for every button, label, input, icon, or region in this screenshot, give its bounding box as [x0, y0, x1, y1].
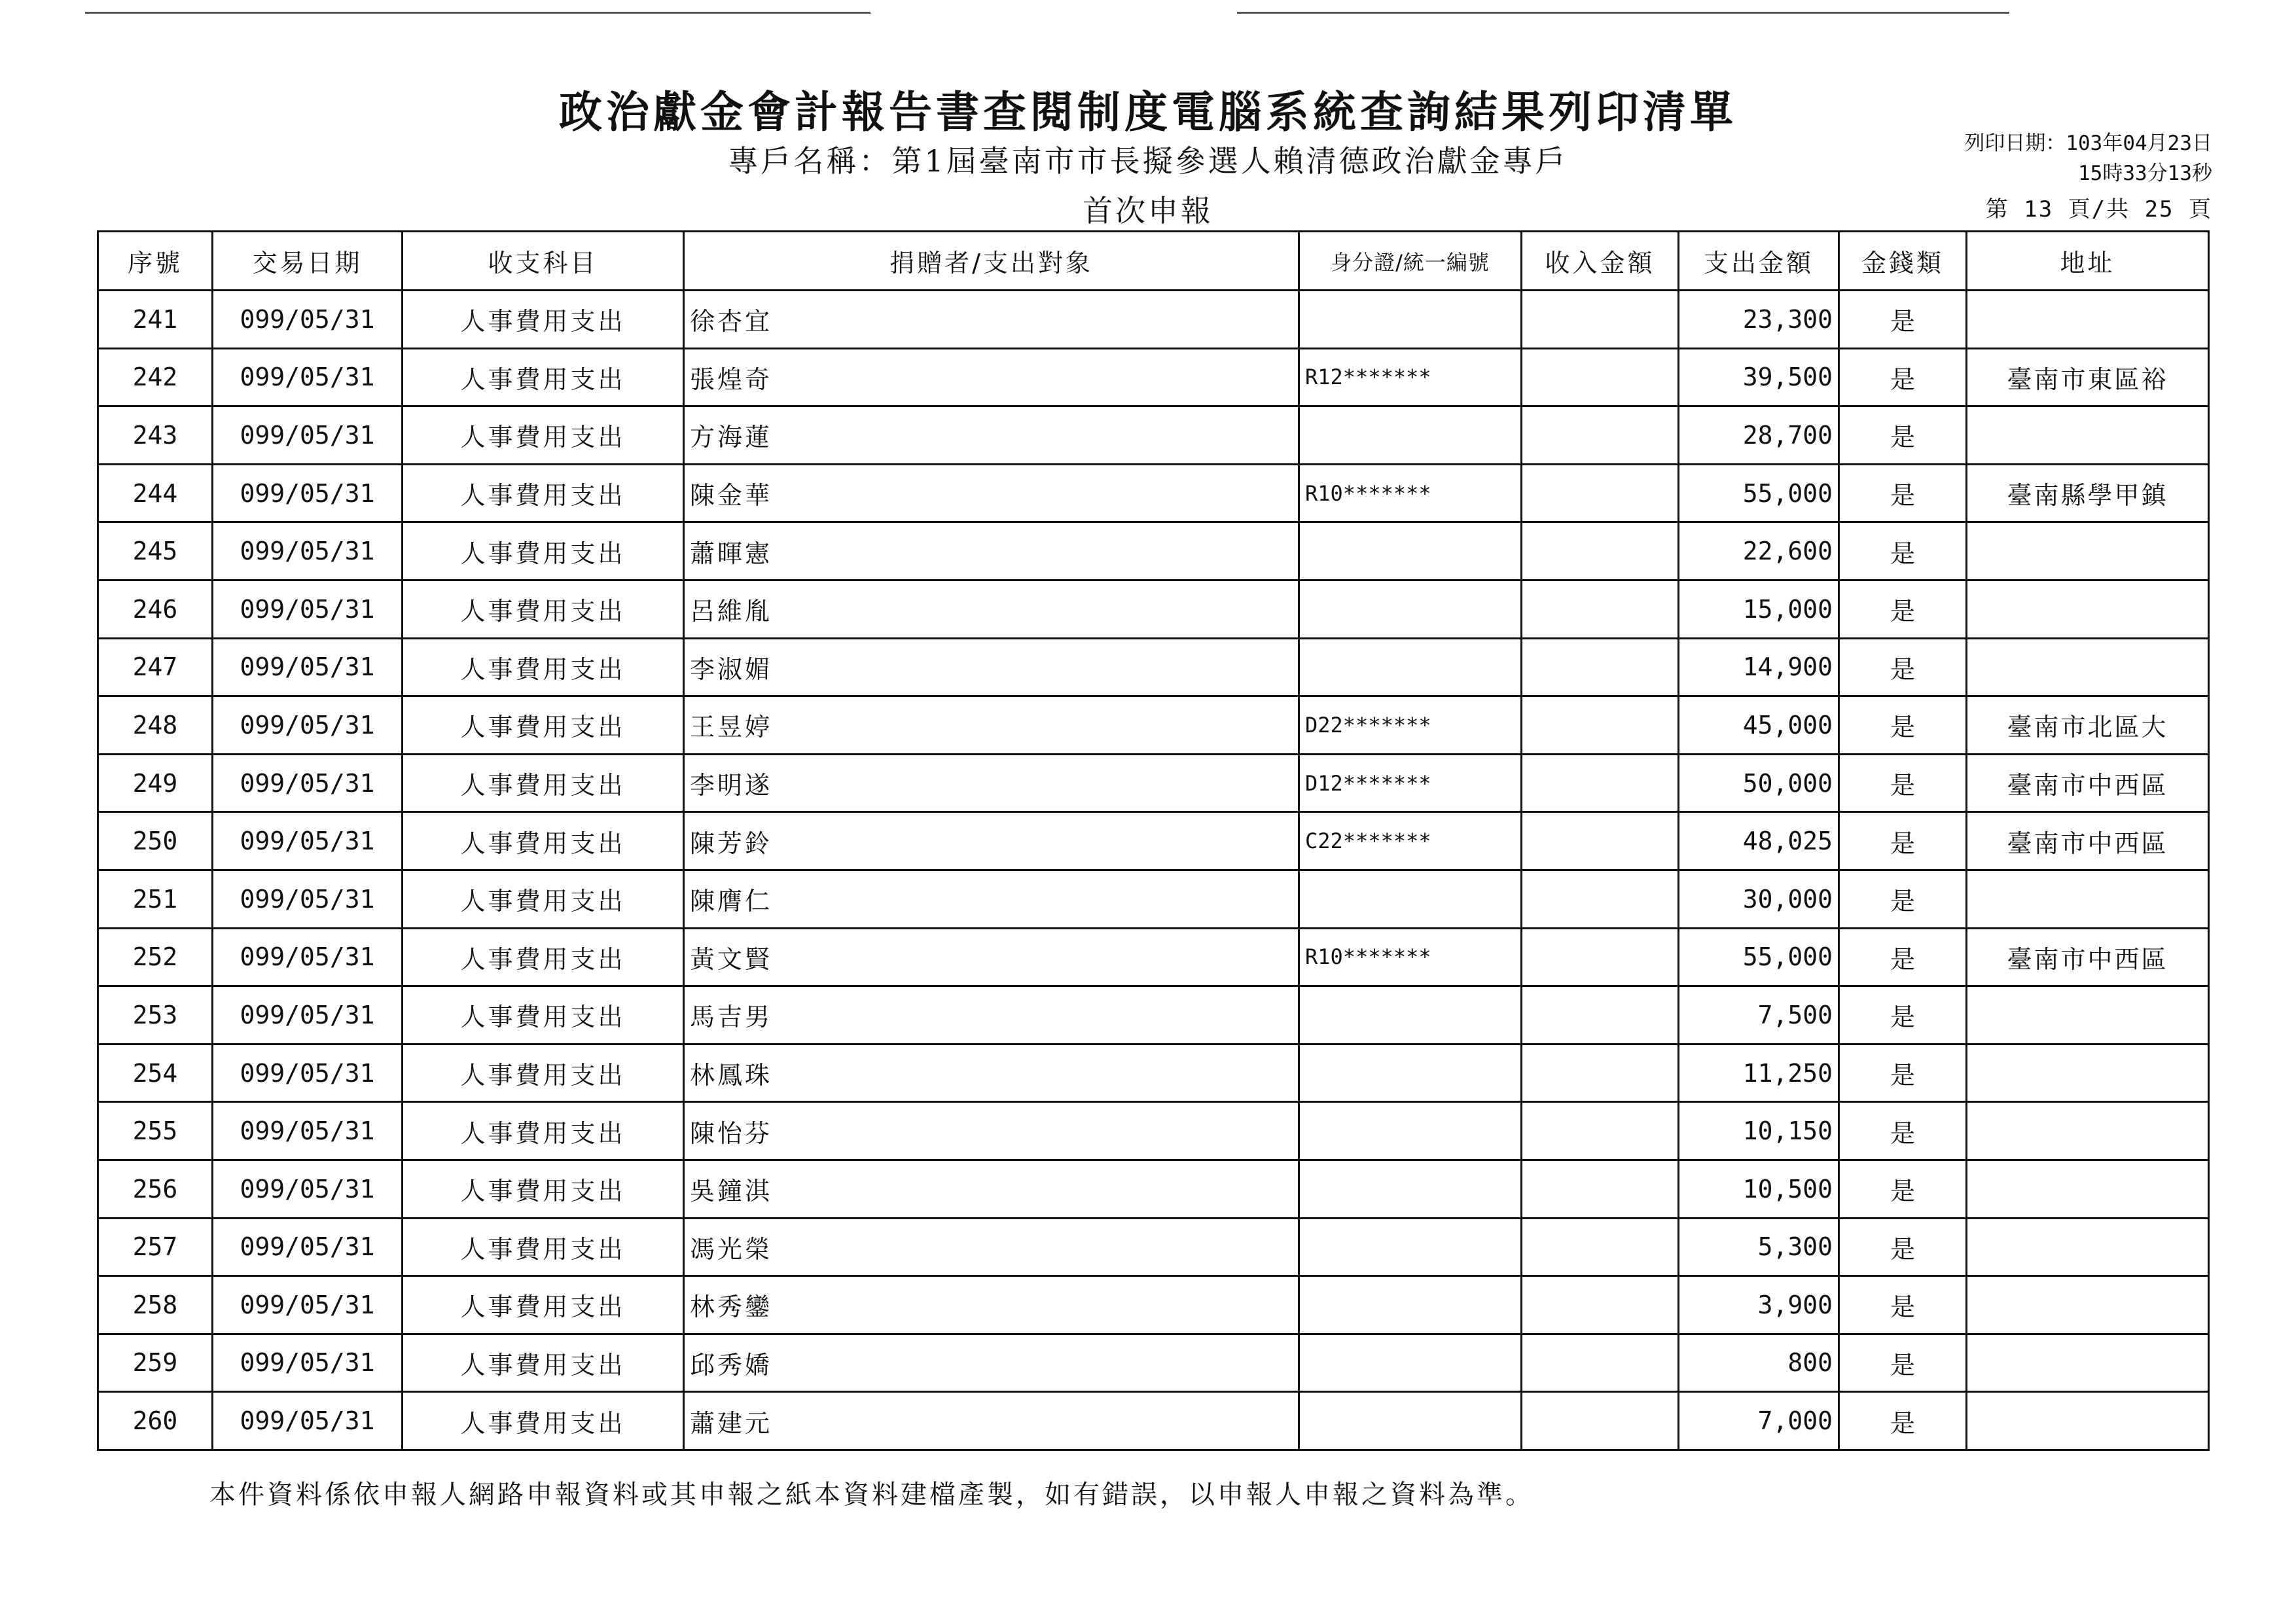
expense-amount-cell: 28,700: [1679, 406, 1839, 465]
address-cell: [1967, 406, 2209, 465]
donor-or-payee-cell: 徐杏宜: [684, 291, 1299, 349]
address-cell: [1967, 580, 2209, 638]
expense-amount-cell: 55,000: [1679, 464, 1839, 522]
table-row: [98, 1160, 2209, 1218]
monetary-flag-cell: 是: [1839, 406, 1967, 465]
income-amount-cell: [1522, 522, 1679, 580]
donor-or-payee-cell: 馬吉男: [684, 986, 1299, 1044]
monetary-flag-cell: 是: [1839, 754, 1967, 812]
category-cell: 人事費用支出: [403, 812, 684, 870]
transaction-date-cell: 099/05/31: [213, 1218, 403, 1276]
id-number-cell: D22*******: [1299, 696, 1522, 755]
expense-amount-cell: 48,025: [1679, 812, 1839, 870]
transaction-date-cell: 099/05/31: [213, 580, 403, 638]
expense-amount-cell: 5,300: [1679, 1218, 1839, 1276]
row-number-cell: 253: [98, 986, 213, 1044]
expense-amount-cell: 39,500: [1679, 348, 1839, 406]
table-row: [98, 464, 2209, 522]
row-number-cell: 242: [98, 348, 213, 406]
category-cell: 人事費用支出: [403, 870, 684, 928]
transaction-date-cell: 099/05/31: [213, 1334, 403, 1392]
table-row: [98, 1044, 2209, 1102]
row-number-cell: 243: [98, 406, 213, 465]
income-amount-cell: [1522, 870, 1679, 928]
income-amount-cell: [1522, 696, 1679, 755]
expense-amount-cell: 7,500: [1679, 986, 1839, 1044]
row-number-cell: 246: [98, 580, 213, 638]
print-date: 列印日期：103年04月23日: [1964, 132, 2212, 155]
monetary-flag-cell: 是: [1839, 638, 1967, 696]
expense-amount-cell: 55,000: [1679, 928, 1839, 986]
transaction-date-cell: 099/05/31: [213, 348, 403, 406]
category-cell: 人事費用支出: [403, 522, 684, 580]
id-number-cell: R10*******: [1299, 928, 1522, 986]
address-cell: 臺南市中西區: [1967, 928, 2209, 986]
address-cell: [1967, 1276, 2209, 1334]
column-header: 收支科目: [403, 232, 684, 291]
expense-amount-cell: 14,900: [1679, 638, 1839, 696]
category-cell: 人事費用支出: [403, 1044, 684, 1102]
monetary-flag-cell: 是: [1839, 1392, 1967, 1450]
transactions-table: [97, 230, 2210, 1451]
id-number-cell: [1299, 1218, 1522, 1276]
scan-edge-line-right: [1237, 12, 2009, 14]
address-cell: 臺南市中西區: [1967, 812, 2209, 870]
income-amount-cell: [1522, 580, 1679, 638]
transaction-date-cell: 099/05/31: [213, 1392, 403, 1450]
row-number-cell: 256: [98, 1160, 213, 1218]
monetary-flag-cell: 是: [1839, 696, 1967, 755]
row-number-cell: 244: [98, 464, 213, 522]
table-row: [98, 638, 2209, 696]
monetary-flag-cell: 是: [1839, 1218, 1967, 1276]
donor-or-payee-cell: 林秀鑾: [684, 1276, 1299, 1334]
transaction-date-cell: 099/05/31: [213, 291, 403, 349]
address-cell: 臺南市北區大: [1967, 696, 2209, 755]
footer-note: 本件資料係依申報人網路申報資料或其申報之紙本資料建檔產製，如有錯誤，以申報人申報之資料為準。: [209, 1480, 1534, 1510]
address-cell: [1967, 1392, 2209, 1450]
income-amount-cell: [1522, 1334, 1679, 1392]
income-amount-cell: [1522, 1218, 1679, 1276]
address-cell: [1967, 638, 2209, 696]
column-header: 支出金額: [1679, 232, 1839, 291]
transaction-date-cell: 099/05/31: [213, 638, 403, 696]
category-cell: 人事費用支出: [403, 291, 684, 349]
expense-amount-cell: 22,600: [1679, 522, 1839, 580]
id-number-cell: [1299, 522, 1522, 580]
address-cell: 臺南縣學甲鎮: [1967, 464, 2209, 522]
table-row: [98, 1102, 2209, 1160]
category-cell: 人事費用支出: [403, 1276, 684, 1334]
income-amount-cell: [1522, 1102, 1679, 1160]
monetary-flag-cell: 是: [1839, 1276, 1967, 1334]
row-number-cell: 250: [98, 812, 213, 870]
id-number-cell: [1299, 1334, 1522, 1392]
column-header: 金錢類: [1839, 232, 1967, 291]
transaction-date-cell: 099/05/31: [213, 1276, 403, 1334]
address-cell: [1967, 870, 2209, 928]
table-row: [98, 986, 2209, 1044]
page-info: 第 13 頁/共 25 頁: [1985, 196, 2212, 223]
address-cell: [1967, 1160, 2209, 1218]
expense-amount-cell: 11,250: [1679, 1044, 1839, 1102]
id-number-cell: [1299, 1160, 1522, 1218]
column-header: 收入金額: [1522, 232, 1679, 291]
donor-or-payee-cell: 王昱婷: [684, 696, 1299, 755]
address-cell: [1967, 986, 2209, 1044]
category-cell: 人事費用支出: [403, 1102, 684, 1160]
expense-amount-cell: 10,150: [1679, 1102, 1839, 1160]
id-number-cell: [1299, 1392, 1522, 1450]
column-header: 序號: [98, 232, 213, 291]
expense-amount-cell: 15,000: [1679, 580, 1839, 638]
id-number-cell: [1299, 291, 1522, 349]
donor-or-payee-cell: 蕭建元: [684, 1392, 1299, 1450]
monetary-flag-cell: 是: [1839, 348, 1967, 406]
id-number-cell: D12*******: [1299, 754, 1522, 812]
print-time: 15時33分13秒: [2078, 162, 2212, 185]
category-cell: 人事費用支出: [403, 638, 684, 696]
income-amount-cell: [1522, 1160, 1679, 1218]
transaction-date-cell: 099/05/31: [213, 812, 403, 870]
donor-or-payee-cell: 黃文賢: [684, 928, 1299, 986]
income-amount-cell: [1522, 1392, 1679, 1450]
income-amount-cell: [1522, 348, 1679, 406]
expense-amount-cell: 50,000: [1679, 754, 1839, 812]
category-cell: 人事費用支出: [403, 696, 684, 755]
address-cell: [1967, 1334, 2209, 1392]
income-amount-cell: [1522, 464, 1679, 522]
report-type: 首次申報: [1083, 193, 1213, 228]
row-number-cell: 254: [98, 1044, 213, 1102]
donor-or-payee-cell: 方海蓮: [684, 406, 1299, 465]
address-cell: 臺南市中西區: [1967, 754, 2209, 812]
donor-or-payee-cell: 馮光榮: [684, 1218, 1299, 1276]
id-number-cell: R12*******: [1299, 348, 1522, 406]
monetary-flag-cell: 是: [1839, 812, 1967, 870]
id-number-cell: [1299, 638, 1522, 696]
row-number-cell: 259: [98, 1334, 213, 1392]
address-cell: [1967, 1218, 2209, 1276]
print-meta: [1885, 128, 2212, 188]
id-number-cell: [1299, 406, 1522, 465]
address-cell: [1967, 522, 2209, 580]
monetary-flag-cell: 是: [1839, 291, 1967, 349]
id-number-cell: [1299, 986, 1522, 1044]
id-number-cell: [1299, 1044, 1522, 1102]
income-amount-cell: [1522, 928, 1679, 986]
income-amount-cell: [1522, 638, 1679, 696]
category-cell: 人事費用支出: [403, 1392, 684, 1450]
category-cell: 人事費用支出: [403, 1218, 684, 1276]
category-cell: 人事費用支出: [403, 406, 684, 465]
transaction-date-cell: 099/05/31: [213, 1044, 403, 1102]
transaction-date-cell: 099/05/31: [213, 522, 403, 580]
expense-amount-cell: 7,000: [1679, 1392, 1839, 1450]
table-row: [98, 870, 2209, 928]
id-number-cell: C22*******: [1299, 812, 1522, 870]
id-number-cell: [1299, 870, 1522, 928]
donor-or-payee-cell: 陳膺仁: [684, 870, 1299, 928]
monetary-flag-cell: 是: [1839, 580, 1967, 638]
id-number-cell: [1299, 580, 1522, 638]
category-cell: 人事費用支出: [403, 928, 684, 986]
row-number-cell: 255: [98, 1102, 213, 1160]
table-row: [98, 1334, 2209, 1392]
table-row: [98, 812, 2209, 870]
category-cell: 人事費用支出: [403, 348, 684, 406]
monetary-flag-cell: 是: [1839, 1160, 1967, 1218]
expense-amount-cell: 10,500: [1679, 1160, 1839, 1218]
id-number-cell: R10*******: [1299, 464, 1522, 522]
expense-amount-cell: 23,300: [1679, 291, 1839, 349]
category-cell: 人事費用支出: [403, 1334, 684, 1392]
monetary-flag-cell: 是: [1839, 1102, 1967, 1160]
transaction-date-cell: 099/05/31: [213, 986, 403, 1044]
monetary-flag-cell: 是: [1839, 1334, 1967, 1392]
income-amount-cell: [1522, 406, 1679, 465]
expense-amount-cell: 30,000: [1679, 870, 1839, 928]
donor-or-payee-cell: 吳鐘淇: [684, 1160, 1299, 1218]
donor-or-payee-cell: 邱秀嬌: [684, 1334, 1299, 1392]
address-cell: 臺南市東區裕: [1967, 348, 2209, 406]
table-row: [98, 522, 2209, 580]
address-cell: [1967, 1102, 2209, 1160]
row-number-cell: 247: [98, 638, 213, 696]
income-amount-cell: [1522, 754, 1679, 812]
table-row: [98, 406, 2209, 465]
account-name: 專戶名稱：第1屆臺南市市長擬參選人賴清德政治獻金專戶: [728, 143, 1568, 179]
monetary-flag-cell: 是: [1839, 522, 1967, 580]
row-number-cell: 241: [98, 291, 213, 349]
table-header-row: [98, 232, 2209, 291]
table-row: [98, 1218, 2209, 1276]
donor-or-payee-cell: 李淑媚: [684, 638, 1299, 696]
income-amount-cell: [1522, 291, 1679, 349]
donor-or-payee-cell: 陳怡芬: [684, 1102, 1299, 1160]
table-row: [98, 754, 2209, 812]
row-number-cell: 245: [98, 522, 213, 580]
income-amount-cell: [1522, 1044, 1679, 1102]
category-cell: 人事費用支出: [403, 754, 684, 812]
donor-or-payee-cell: 蕭暉憲: [684, 522, 1299, 580]
transaction-date-cell: 099/05/31: [213, 1102, 403, 1160]
document-title: 政治獻金會計報告書查閱制度電腦系統查詢結果列印清單: [559, 86, 1737, 137]
donor-or-payee-cell: 陳芳鈴: [684, 812, 1299, 870]
column-header: 捐贈者/支出對象: [684, 232, 1299, 291]
scan-edge-line-left: [85, 12, 870, 14]
row-number-cell: 251: [98, 870, 213, 928]
id-number-cell: [1299, 1102, 1522, 1160]
table-row: [98, 928, 2209, 986]
address-cell: [1967, 1044, 2209, 1102]
transaction-date-cell: 099/05/31: [213, 406, 403, 465]
donor-or-payee-cell: 林鳳珠: [684, 1044, 1299, 1102]
column-header: 地址: [1967, 232, 2209, 291]
transaction-date-cell: 099/05/31: [213, 928, 403, 986]
table-body: [98, 291, 2209, 1450]
expense-amount-cell: 3,900: [1679, 1276, 1839, 1334]
row-number-cell: 252: [98, 928, 213, 986]
monetary-flag-cell: 是: [1839, 1044, 1967, 1102]
table-row: [98, 696, 2209, 755]
expense-amount-cell: 45,000: [1679, 696, 1839, 755]
monetary-flag-cell: 是: [1839, 928, 1967, 986]
monetary-flag-cell: 是: [1839, 986, 1967, 1044]
donor-or-payee-cell: 張煌奇: [684, 348, 1299, 406]
transaction-date-cell: 099/05/31: [213, 870, 403, 928]
expense-amount-cell: 800: [1679, 1334, 1839, 1392]
transaction-date-cell: 099/05/31: [213, 696, 403, 755]
row-number-cell: 257: [98, 1218, 213, 1276]
income-amount-cell: [1522, 986, 1679, 1044]
address-cell: [1967, 291, 2209, 349]
category-cell: 人事費用支出: [403, 580, 684, 638]
table-row: [98, 580, 2209, 638]
table-row: [98, 348, 2209, 406]
category-cell: 人事費用支出: [403, 1160, 684, 1218]
transaction-date-cell: 099/05/31: [213, 1160, 403, 1218]
row-number-cell: 260: [98, 1392, 213, 1450]
id-number-cell: [1299, 1276, 1522, 1334]
transaction-date-cell: 099/05/31: [213, 464, 403, 522]
donor-or-payee-cell: 呂維胤: [684, 580, 1299, 638]
transaction-date-cell: 099/05/31: [213, 754, 403, 812]
monetary-flag-cell: 是: [1839, 464, 1967, 522]
row-number-cell: 249: [98, 754, 213, 812]
column-header: 交易日期: [213, 232, 403, 291]
income-amount-cell: [1522, 812, 1679, 870]
category-cell: 人事費用支出: [403, 986, 684, 1044]
row-number-cell: 248: [98, 696, 213, 755]
row-number-cell: 258: [98, 1276, 213, 1334]
table-row: [98, 1276, 2209, 1334]
column-header: 身分證/統一編號: [1299, 232, 1522, 291]
donor-or-payee-cell: 李明遂: [684, 754, 1299, 812]
category-cell: 人事費用支出: [403, 464, 684, 522]
table-row: [98, 291, 2209, 349]
monetary-flag-cell: 是: [1839, 870, 1967, 928]
donor-or-payee-cell: 陳金華: [684, 464, 1299, 522]
table-row: [98, 1392, 2209, 1450]
income-amount-cell: [1522, 1276, 1679, 1334]
